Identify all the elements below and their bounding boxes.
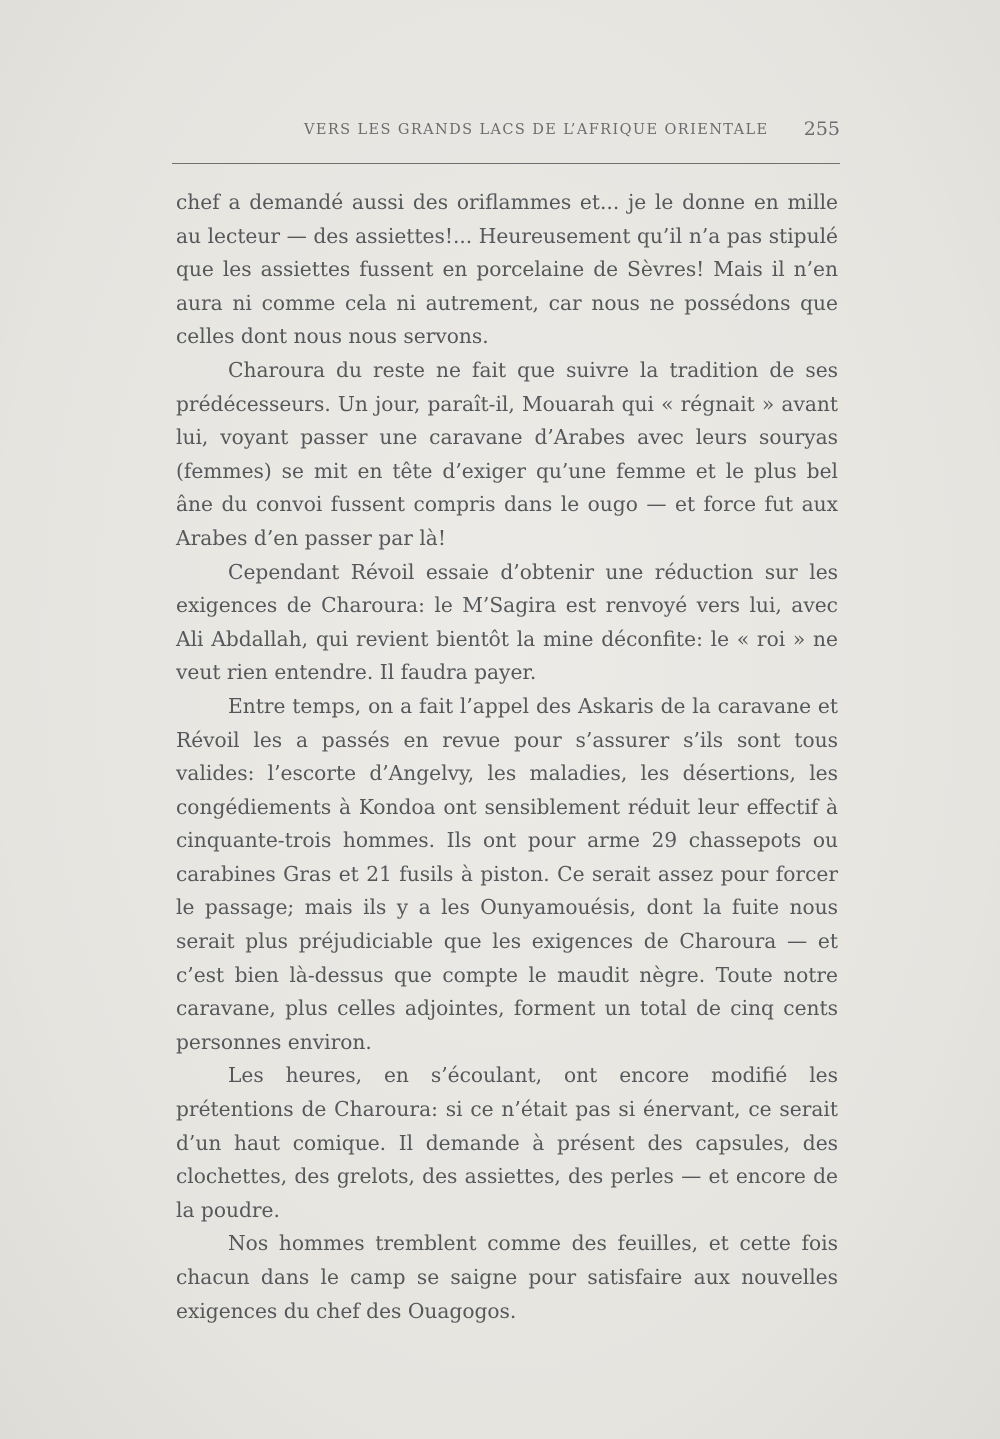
page-header — [174, 118, 840, 158]
page-number: 255 — [803, 118, 840, 140]
paragraph-3: Cependant Révoil essaie d’obtenir une réduction sur les exigences de Charoura: le M’Sagira est renvoyé vers lui, avec Ali Abdallah, qui revient bientôt la mine déconfite: le « roi » ne veut rien entendre. Il faudra payer. — [176, 559, 838, 685]
paragraph-1: chef a demandé aussi des oriflammes et... je le donne en mille au lecteur — des assiettes!... Heureusement qu’il n’a pas stipulé que les assiettes fussent en porcelaine de Sèvres! Mais il n’en aura ni comme cela ni autrement, car nous ne possédons que celles dont nous nous servons. — [176, 190, 838, 349]
header-rule — [172, 163, 840, 164]
running-title: VERS LES GRANDS LACS DE L’AFRIQUE ORIENTALE — [304, 122, 769, 138]
paragraph-6: Nos hommes tremblent comme des feuilles, et cette fois chacun dans le camp se saigne pour satisfaire aux nouvelles exigences du chef des Ouagogos. — [176, 1231, 838, 1323]
body-text — [176, 186, 838, 1328]
paragraph-2: Charoura du reste ne fait que suivre la tradition de ses prédécesseurs. Un jour, paraît-il, Mouarah qui « régnait » avant lui, voyant passer une caravane d’Arabes avec leurs souryas (femmes) se mit en tête d’exiger qu’une femme et le plus bel âne du convoi fussent compris dans le ougo — et force fut aux Arabes d’en passer par là! — [176, 357, 838, 550]
paragraph-5: Les heures, en s’écoulant, ont encore modifié les prétentions de Charoura: si ce n’était pas si énervant, ce serait d’un haut comique. Il demande à présent des capsules, des clochettes, des grelots, des assiettes, des perles — et encore de la poudre. — [176, 1063, 838, 1222]
paragraph-4: Entre temps, on a fait l’appel des Askaris de la caravane et Révoil les a passés en revue pour s’assurer s’ils sont tous valides: l’escorte d’Angelvy, les maladies, les désertions, les congédiements à Kondoa ont sensiblement réduit leur effectif à cinquante-trois hommes. Ils ont pour arme 29 chassepots ou carabines Gras et 21 fusils à piston. Ce serait assez pour forcer le passage; mais ils y a les Ounyamouésis, dont la fuite nous serait plus préjudiciable que les exigences de Charoura — et c’est bien là-dessus que compte le maudit nègre. Toute notre caravane, plus celles adjointes, forment un total de cinq cents personnes environ. — [176, 693, 838, 1054]
